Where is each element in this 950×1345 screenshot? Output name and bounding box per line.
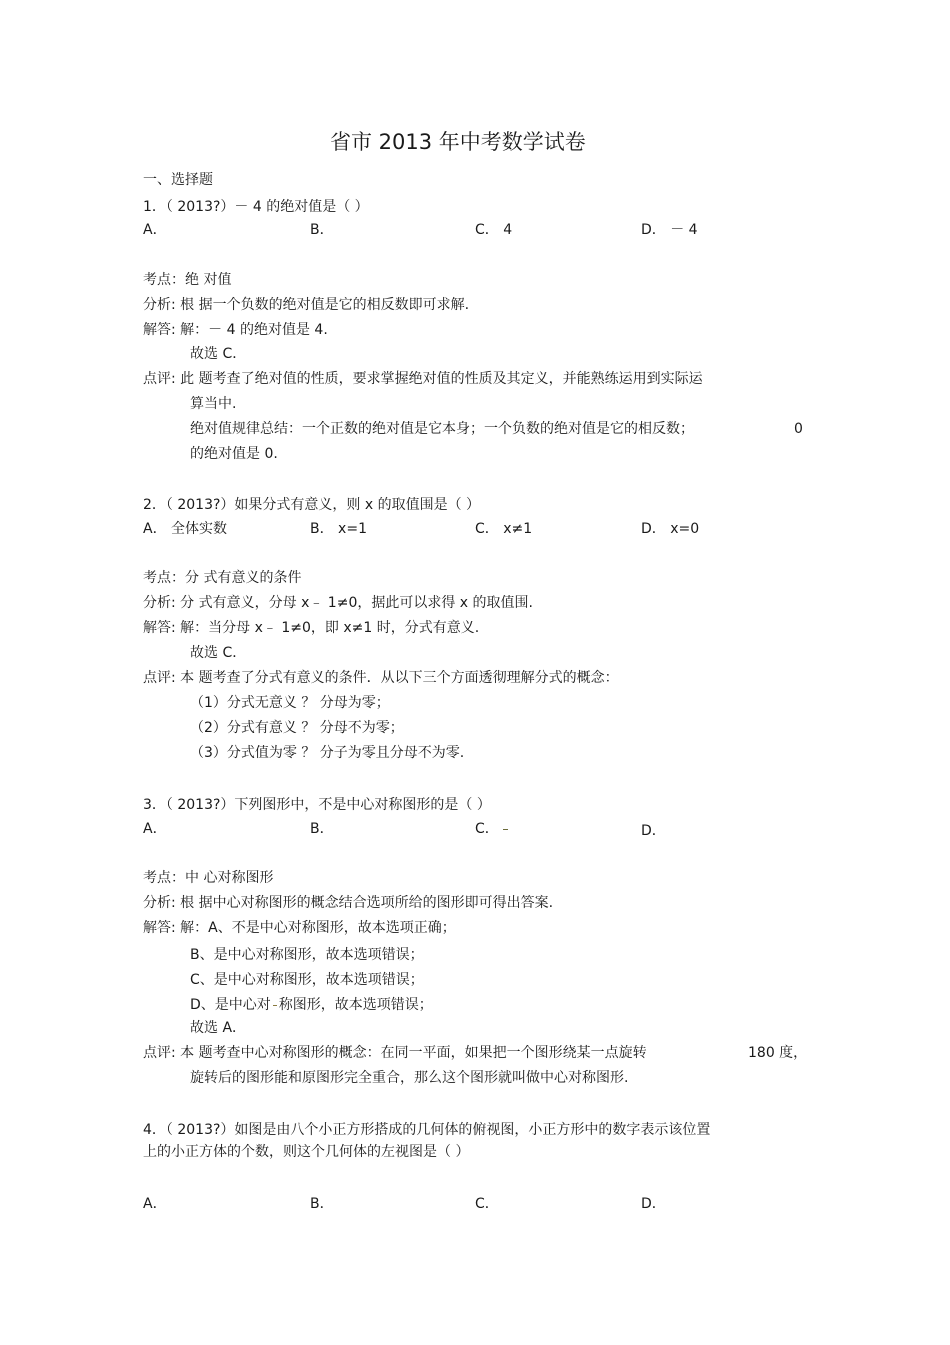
q3-option-b: B． bbox=[310, 821, 334, 837]
q1-kaodian: 考点：绝 对值 bbox=[143, 272, 232, 288]
q1-option-b: B． bbox=[310, 222, 334, 238]
q2-kaodian: 考点：分 式有意义的条件 bbox=[143, 570, 302, 586]
q3-jieda-line5: 故选 A． bbox=[190, 1020, 247, 1036]
q2-dianping-line2: （1）分式无意义 ？ 分母为零； bbox=[190, 695, 390, 711]
q3-jieda-line4-part2: 称图形，故本选项错误； bbox=[278, 997, 433, 1013]
q1-dianping-line2: 算当中. bbox=[190, 396, 237, 412]
q1-option-a: A． bbox=[143, 222, 167, 238]
q3-dianping-line2: 旋转后的图形能和原图形完全重合，那么这个图形就叫做中心对称图形. bbox=[190, 1070, 629, 1086]
q2-option-a: A． 全体实数 bbox=[143, 521, 228, 537]
q2-option-d: D． x=0 bbox=[641, 521, 700, 537]
q3-jieda-line3: C、是中心对称图形，故本选项错误； bbox=[190, 972, 424, 988]
q1-fenxi: 分析: 根 据一个负数的绝对值是它的相反数即可求解. bbox=[143, 297, 470, 313]
q3-kaodian: 考点：中 心对称图形 bbox=[143, 870, 274, 886]
q2-dianping-line3: （2）分式有意义 ？ 分母不为零； bbox=[190, 720, 404, 736]
q2-dianping-line4: （3）分式值为零 ？ 分子为零且分母不为零. bbox=[190, 745, 465, 761]
figure-fragment-mark bbox=[273, 1005, 277, 1006]
q2-dianping-line1: 点评: 本 题考查了分式有意义的条件．从以下三个方面透彻理解分式的概念： bbox=[143, 670, 619, 686]
q3-dianping-line1-degrees: 180 度， bbox=[748, 1045, 808, 1061]
question-2-stem: 2．（ 2013?）如果分式有意义，则 x 的取值围是（ ） bbox=[143, 497, 481, 513]
q3-jieda-line4 bbox=[190, 996, 433, 1014]
q3-jieda-line2: B、是中心对称图形，故本选项错误； bbox=[190, 947, 424, 963]
q2-option-c: C． x≠1 bbox=[475, 521, 533, 537]
q2-jieda-line2: 故选 C． bbox=[190, 645, 247, 661]
q1-dianping-line4: 的绝对值是 0. bbox=[190, 446, 278, 462]
q4-option-b: B． bbox=[310, 1196, 334, 1212]
q2-jieda-line1: 解答: 解：当分母 x﹣ 1≠0，即 x≠1 时，分式有意义. bbox=[143, 620, 480, 636]
q1-dianping-line3: 绝对值规律总结：一个正数的绝对值是它本身；一个负数的绝对值是它的相反数； bbox=[190, 421, 694, 437]
q3-option-a: A． bbox=[143, 821, 167, 837]
q3-option-c-label: C． bbox=[475, 821, 499, 837]
page-title: 省市 2013 年中考数学试卷 bbox=[330, 130, 586, 154]
q1-jieda-line2: 故选 C． bbox=[190, 346, 247, 362]
q3-option-d: D． bbox=[641, 823, 666, 839]
q3-jieda-line1: 解答: 解：A、不是中心对称图形，故本选项正确； bbox=[143, 920, 456, 936]
question-3-stem: 3．（ 2013?）下列图形中，不是中心对称图形的是（ ） bbox=[143, 797, 491, 813]
q3-option-c bbox=[475, 820, 508, 838]
q2-fenxi: 分析: 分 式有意义，分母 x﹣ 1≠0，据此可以求得 x 的取值围. bbox=[143, 595, 533, 611]
q4-option-d: D． bbox=[641, 1196, 666, 1212]
q2-option-b: B． x=1 bbox=[310, 521, 367, 537]
figure-fragment-mark bbox=[503, 829, 508, 830]
q4-option-a: A． bbox=[143, 1196, 167, 1212]
q3-dianping-line1: 点评: 本 题考查中心对称图形的概念：在同一平面，如果把一个图形绕某一点旋转 bbox=[143, 1045, 647, 1061]
q1-jieda-line1: 解答: 解：－ 4 的绝对值是 4. bbox=[143, 322, 328, 338]
q1-dianping-line1: 点评: 此 题考查了绝对值的性质，要求掌握绝对值的性质及其定义，并能熟练运用到实际运 bbox=[143, 371, 703, 387]
question-1-stem: 1．（ 2013?）－ 4 的绝对值是（ ） bbox=[143, 199, 369, 215]
q1-dianping-line3-zero: 0 bbox=[794, 421, 803, 437]
q3-fenxi: 分析: 根 据中心对称图形的概念结合选项所给的图形即可得出答案. bbox=[143, 895, 554, 911]
section-heading: 一、选择题 bbox=[143, 172, 213, 188]
q3-jieda-line4-part1: D、是中心对 bbox=[190, 997, 271, 1013]
q1-option-c: C． 4 bbox=[475, 222, 513, 238]
q4-option-c: C． bbox=[475, 1196, 499, 1212]
q1-option-d: D． － 4 bbox=[641, 222, 698, 238]
question-4-stem-line1: 4．（ 2013?）如图是由八个小正方形搭成的几何体的俯视图，小正方形中的数字表示该位置 bbox=[143, 1122, 711, 1138]
question-4-stem-line2: 上的小正方体的个数，则这个几何体的左视图是（ ） bbox=[143, 1144, 470, 1160]
